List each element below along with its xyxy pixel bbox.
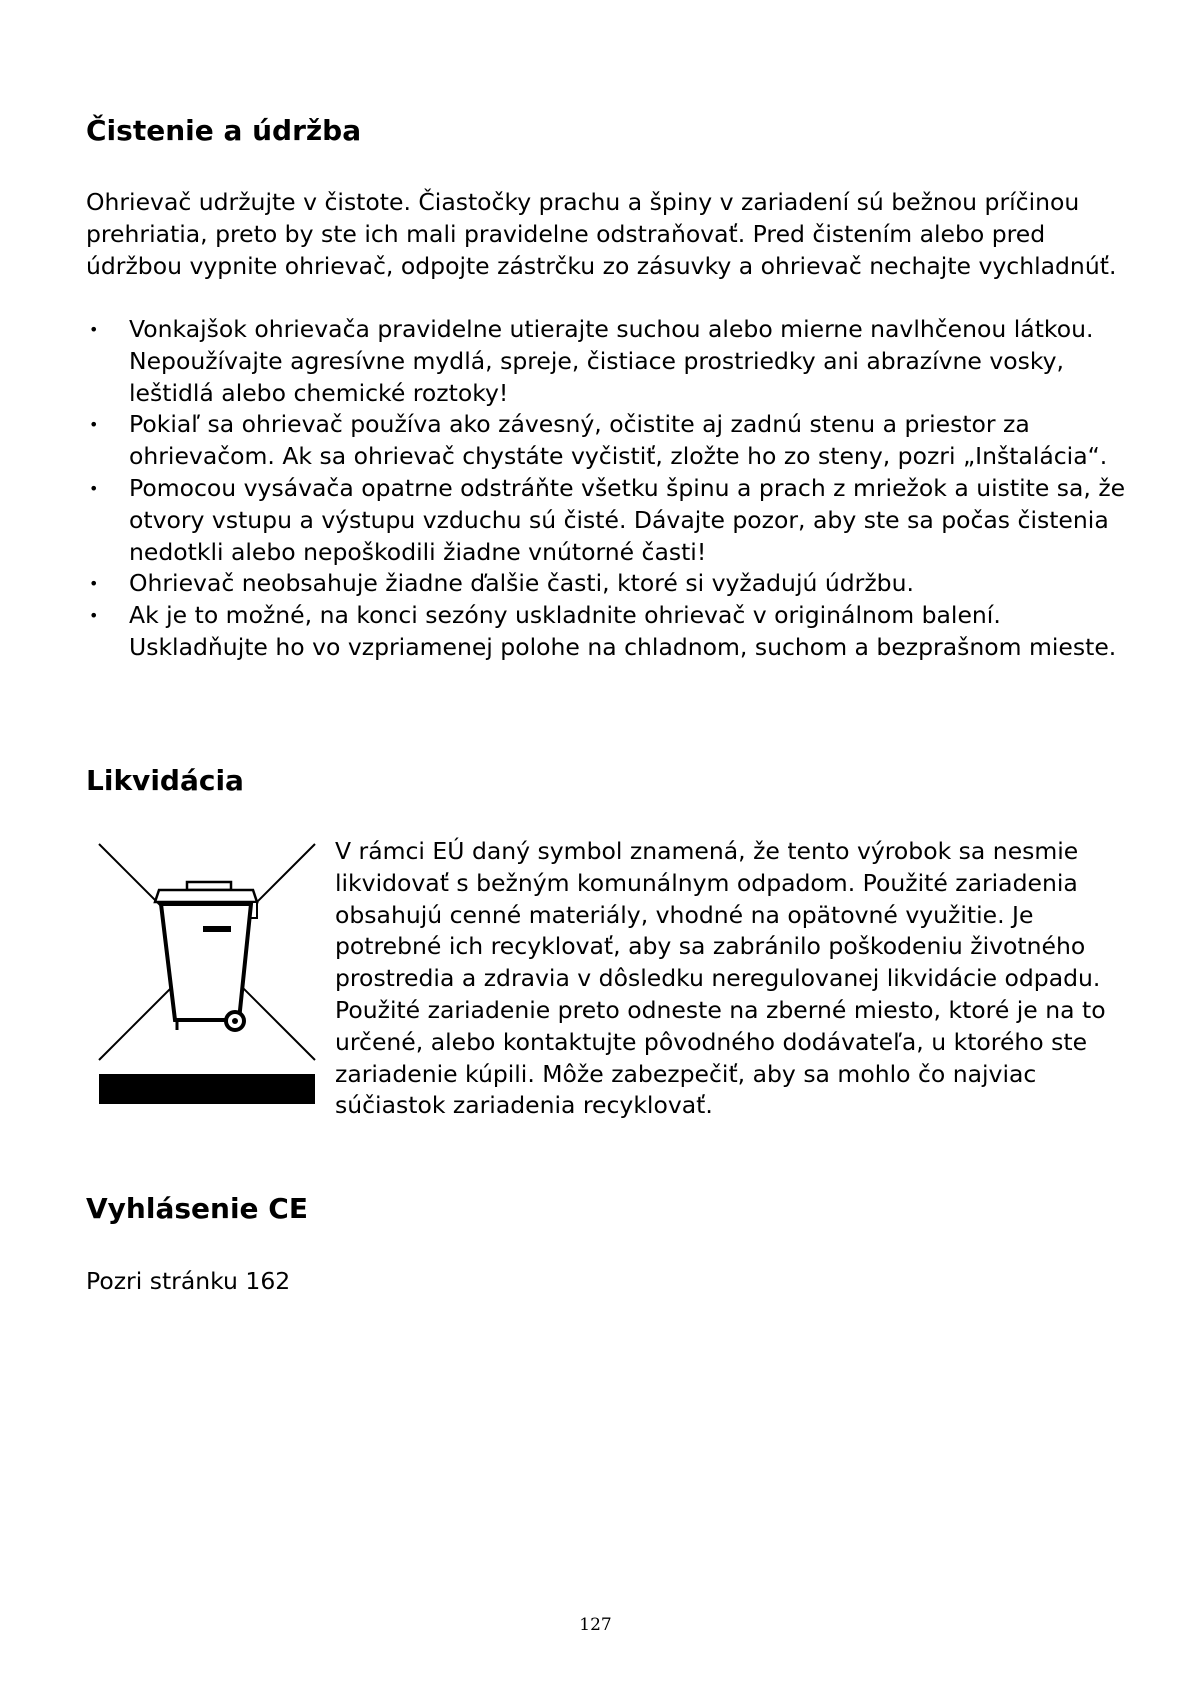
- cleaning-intro-paragraph: Ohrievač udržujte v čistote. Čiastočky prachu a špiny v zariadení sú bežnou príčinou prehriatia, preto by ste ich mali pravidelne odstraňovať. Pred čistením alebo pred údržbou vypnite ohrievač, odpojte zástrčku zo zásuvky a ohrievač nechajte vychladnúť.: [86, 188, 1117, 280]
- bullet-icon: •: [89, 574, 99, 594]
- page-number: 127: [579, 1615, 612, 1635]
- section-title-cleaning: Čistenie a údržba: [86, 114, 362, 147]
- bullet-icon: •: [89, 415, 99, 435]
- list-item-text: Ohrievač neobsahuje žiadne ďalšie časti, ktoré si vyžadujú údržbu.: [129, 569, 914, 598]
- bullet-icon: •: [89, 320, 99, 339]
- list-item-text: Vonkajšok ohrievača pravidelne utierajte suchou alebo mierne navlhčenou látkou. Nepoužívajte agresívne mydlá, spreje, čistiace prostriedky ani abrazívne vosky, leštidlá alebo chemické roztoky!: [129, 315, 1094, 407]
- ce-paragraph: Pozri stránku 162: [86, 1267, 291, 1295]
- section-title-disposal: Likvidácia: [86, 764, 244, 797]
- section-title-ce: Vyhlásenie CE: [86, 1192, 308, 1225]
- list-item: [86, 473, 1126, 568]
- list-item: [86, 568, 1126, 600]
- list-item: [86, 314, 1126, 409]
- list-item-text: Ak je to možné, na konci sezóny uskladnite ohrievač v originálnom balení. Uskladňujte ho vo vzpriamenej polohe na chladnom, suchom a bezprašnom mieste.: [129, 601, 1117, 661]
- list-item: [86, 600, 1126, 664]
- list-item-text: Pomocou vysávača opatrne odstráňte všetku špinu a prach z mriežok a uistite sa, že otvory vstupu a výstupu vzduchu sú čisté. Dávajte pozor, aby ste sa počas čistenia nedotkli alebo nepoškodili žiadne vnútorné časti!: [129, 473, 1126, 566]
- cleaning-bullet-list: [86, 314, 1126, 664]
- bullet-icon: •: [89, 606, 99, 626]
- list-item-text: Pokiaľ sa ohrievač používa ako závesný, očistite aj zadnú stenu a priestor za ohrievačom. Ak sa ohrievač chystáte vyčistiť, zložte ho zo steny, pozri „Inštalácia“.: [129, 410, 1108, 471]
- crossed-out-wheelie-bin-icon: [97, 842, 317, 1104]
- disposal-paragraph: V rámci EÚ daný symbol znamená, že tento výrobok sa nesmie likvidovať s bežným komunálnym odpadom. Použité zariadenia obsahujú cenné materiály, vhodné na opätovné využitie. Je potrebné ich recyklovať, aby sa zabránilo poškodeniu životného prostredia a zdravia v dôsledku neregulovanej likvidácie odpadu. Použité zariadenie preto odneste na zberné miesto, ktoré je na to určené, alebo kontaktujte pôvodného dodávateľa, u ktorého ste zariadenie kúpili. Môže zabezpečiť, aby sa mohlo čo najviac súčiastok zariadenia recyklovať.: [335, 837, 1106, 1120]
- bullet-icon: •: [89, 478, 99, 498]
- list-item: [86, 409, 1126, 473]
